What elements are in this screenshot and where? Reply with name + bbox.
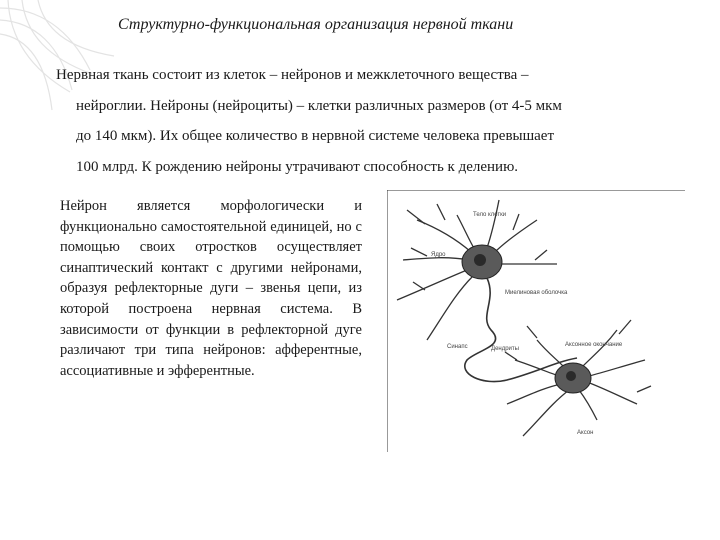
intro-line: 100 млрд. К рождению нейроны утрачивают способность к делению. <box>76 158 519 175</box>
lower-nucleus <box>566 371 576 381</box>
label-soma: Тело клетки <box>473 212 507 218</box>
label-dendrites: Дендриты <box>491 346 519 352</box>
neuron-diagram <box>387 190 685 452</box>
label-synapse: Синапс <box>447 344 468 350</box>
label-axon-end: Аксонное окончание <box>565 342 623 348</box>
neuron-description-paragraph: Нейрон является морфологически и функционально самостоятельной единицей, но с помощью своих отростков осуществляет синаптический контакт с другими нейронами, образуя рефлекторные дуги – звенья цепи, из которой построена нервная система. В зависимости от функции в рефлекторной дуге различают три типа нейронов: афферентные, ассоциативные и эфферентные. <box>60 198 362 379</box>
intro-paragraph <box>56 60 696 182</box>
label-nucleus: Ядро <box>431 252 446 258</box>
slide-title: Структурно-функциональная организация нервной ткани <box>118 16 514 33</box>
label-axon: Аксон <box>577 430 594 436</box>
label-myelin: Миелиновая оболочка <box>505 290 568 296</box>
intro-line: до 140 мкм). Их общее количество в нервной системе человека превышает <box>76 128 555 144</box>
intro-line: нейроглии. Нейроны (нейроциты) – клетки различных размеров (от 4-5 мкм <box>76 97 562 114</box>
intro-line: Нервная ткань состоит из клеток – нейронов и межклеточного вещества – <box>56 67 529 83</box>
upper-nucleus <box>474 254 486 266</box>
